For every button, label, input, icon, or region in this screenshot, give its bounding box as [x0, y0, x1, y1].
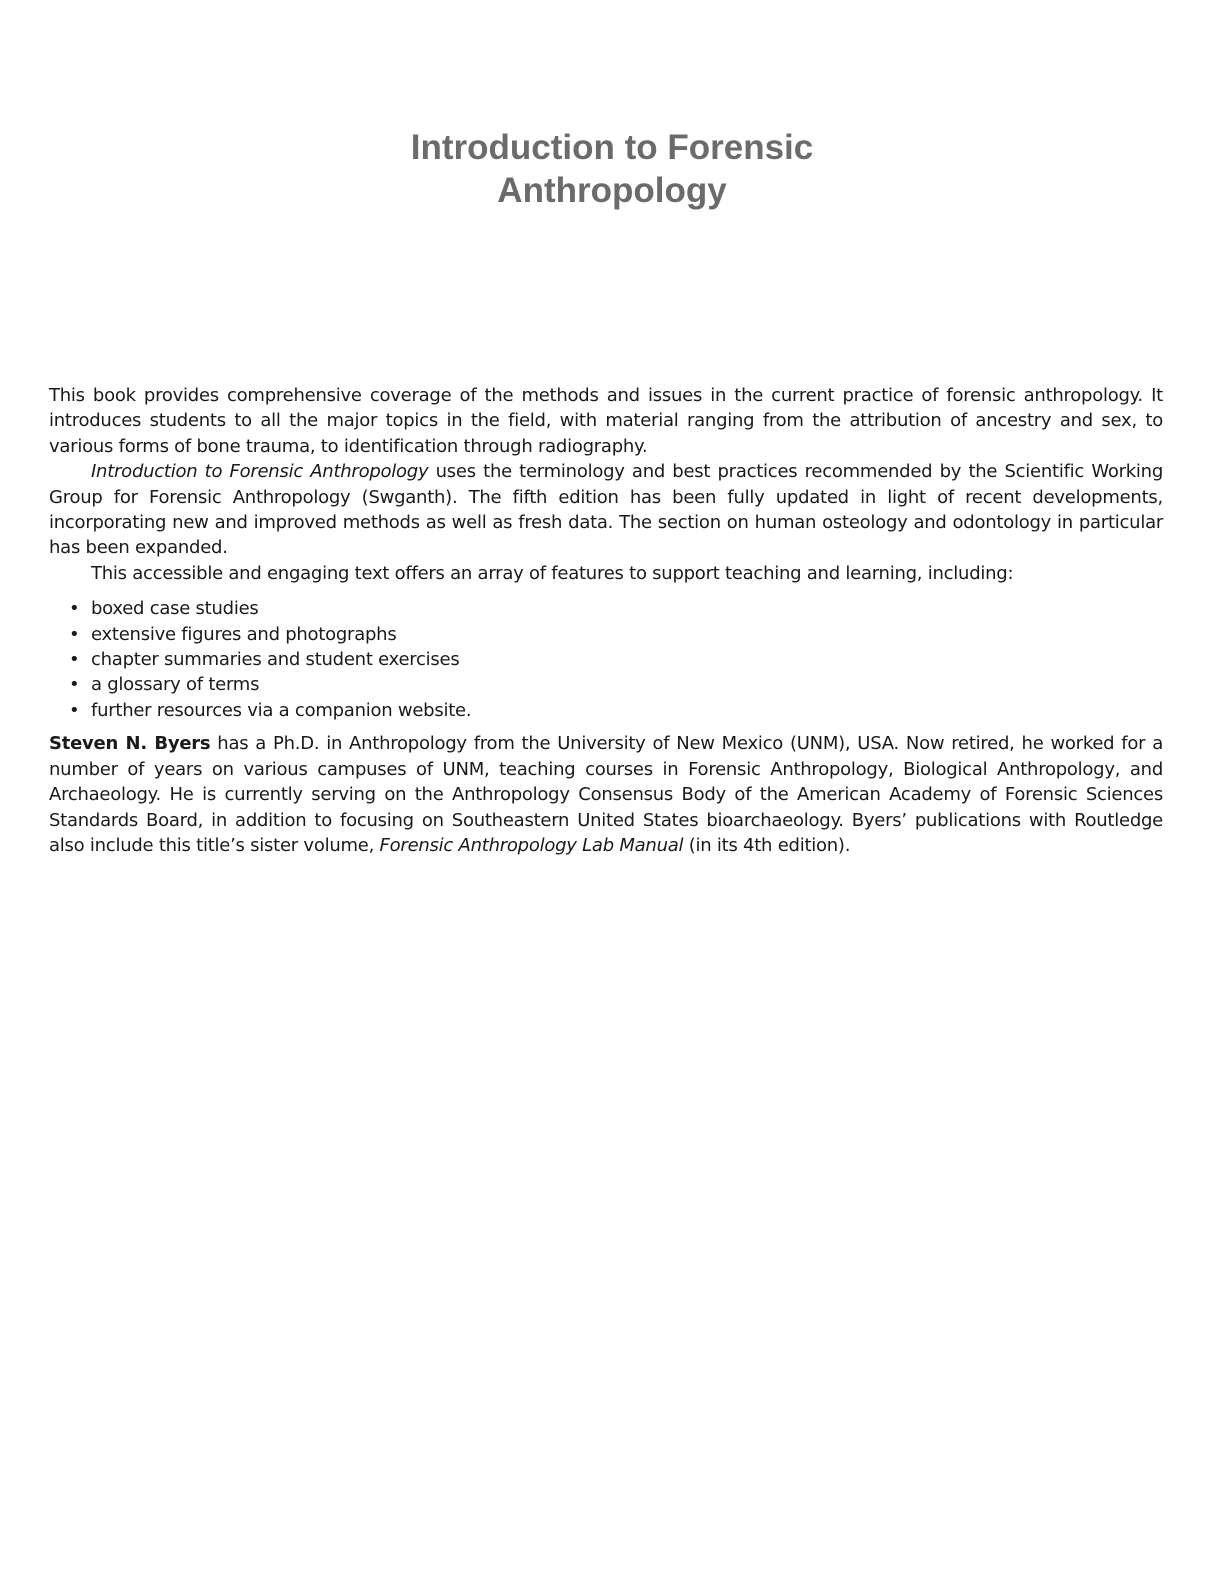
title-line-2: Anthropology [497, 171, 727, 210]
intro-paragraph: This book provides comprehensive coverage of the methods and issues in the current practice of forensic anthropology. It introduces students to all the major topics in the field, with material ranging from the attribution of ancestry and sex, to various forms of bone trauma, to identification through radiography. [49, 385, 1163, 457]
bullet-icon: • [69, 623, 80, 645]
title-line-1: Introduction to Forensic [410, 128, 814, 167]
list-item-text: chapter summaries and student exercises [91, 649, 460, 671]
list-item [49, 596, 1163, 621]
list-item-text: extensive figures and photographs [91, 623, 397, 645]
list-item-text: a glossary of terms [91, 674, 260, 696]
edition-paragraph-text: uses the terminology and best practices recommended by the Scientific Working Group for Forensic Anthropology (Swganth). The fifth edition has been fully updated in light of recent developments, incorporating new and improved methods as well as fresh data. The section on human osteology and odontology in particular has been expanded. [49, 461, 1163, 559]
bullet-icon: • [69, 649, 80, 671]
author-bio-ending: (in its 4th edition). [683, 834, 851, 856]
bullet-icon: • [69, 699, 80, 721]
book-title [0, 126, 1224, 212]
author-name: Steven N. Byers [49, 733, 211, 755]
list-item [49, 622, 1163, 647]
author-bio-paragraph [49, 731, 1163, 858]
features-list [49, 596, 1163, 723]
list-item-text: boxed case studies [91, 598, 259, 620]
sister-volume-title: Forensic Anthropology Lab Manual [379, 834, 684, 856]
bullet-icon: • [69, 674, 80, 696]
edition-paragraph [49, 459, 1163, 561]
list-item [49, 698, 1163, 723]
list-item [49, 647, 1163, 672]
bullet-icon: • [69, 598, 80, 620]
features-intro-paragraph: This accessible and engaging text offers an array of features to support teaching and learning, including: [91, 562, 1014, 584]
author-bio-text: has a Ph.D. in Anthropology from the University of New Mexico (UNM), USA. Now retired, he worked for a number of years on various campuses of UNM, teaching courses in Forensic Anthropology, Biological Anthropology, and Archaeology. He is currently serving on the Anthropology Consensus Body of the American Academy of Forensic Sciences Standards Board, in addition to focusing on Southeastern United States bioarchaeology. Byers’ publications with Routledge also include this title’s sister volume, [49, 733, 1163, 856]
list-item-text: further resources via a companion website. [91, 699, 472, 721]
book-title-italic: Introduction to Forensic Anthropology [91, 461, 429, 483]
book-description [49, 383, 1163, 858]
list-item [49, 672, 1163, 697]
